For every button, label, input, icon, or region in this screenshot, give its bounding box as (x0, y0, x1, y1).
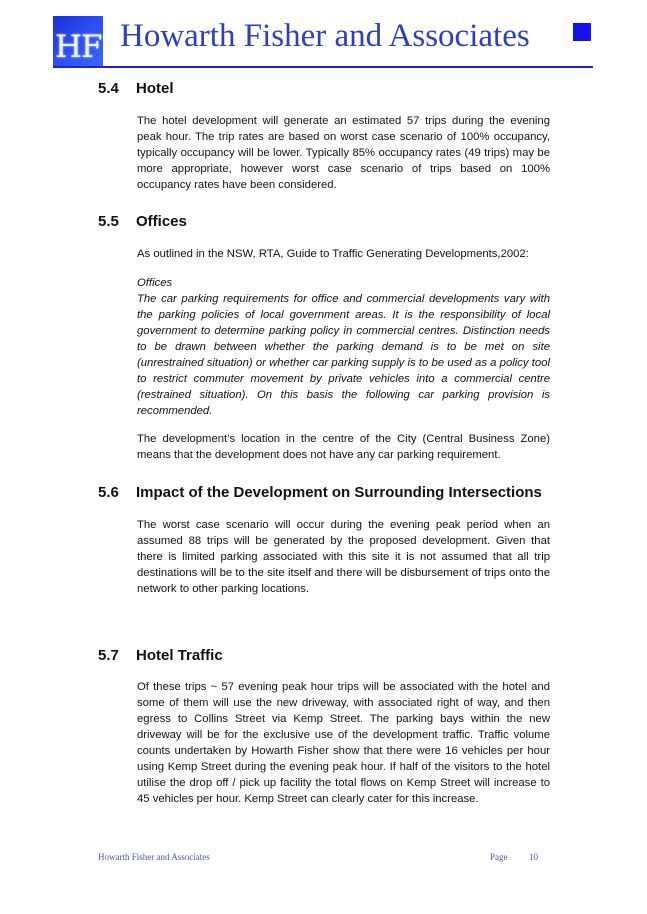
hf-logo-text: HF (55, 29, 102, 65)
section-title: Hotel Traffic (136, 647, 223, 664)
page-header (53, 16, 593, 68)
section-title: Hotel (136, 80, 174, 97)
section-number: 5.5 (98, 213, 119, 230)
quote-title: Offices (137, 277, 173, 289)
blue-square-decoration (573, 23, 591, 41)
header-divider (53, 66, 593, 68)
impact-paragraph: The worst case scenario will occur during the evening peak period when an assumed 88 trips will be generated by the proposed development. Given that there is limited parking associated with this site it is not assumed that all trip destinations will be to the site itself and there will be disbursement of trips onto the network to other parking locations. (137, 519, 550, 595)
offices-intro: As outlined in the NSW, RTA, Guide to Traffic Generating Developments,2002: (137, 248, 529, 260)
hotel-paragraph: The hotel development will generate an estimated 57 trips during the evening peak hour. The trip rates are based on worst case scenario of 100% occupancy, typically occupancy will be lower. Typically 85% occupancy rates (49 trips) may be more appropriate, however worst case scenario of trips based on 100% occupancy rates have been considered. (137, 115, 550, 191)
section-number: 5.6 (98, 484, 119, 501)
footer-page-number: 10 (529, 852, 538, 862)
hotel-traffic-paragraph: Of these trips ~ 57 evening peak hour trips will be associated with the hotel and some of them will use the new driveway, with associated right of way, and then egress to Collins Street via Kemp Street. The parking bays within the new driveway will be for the exclusive use of the development traffic. Traffic volume counts undertaken by Howarth Fisher show that there were 16 vehicles per hour using Kemp Street during the evening peak hour. If half of the visitors to the hotel utilise the drop off / pick up facility the total flows on Kemp Street will increase to 45 vehicles per hour. Kemp Street can clearly cater for this increase. (137, 681, 550, 805)
section-number: 5.7 (98, 647, 119, 664)
section-heading-5-7 (98, 647, 223, 664)
footer-company: Howarth Fisher and Associates (98, 852, 210, 862)
section-heading-5-6 (98, 484, 542, 501)
quote-body: The car parking requirements for office and commercial developments vary with the parking policies of local government areas. It is the responsibility of local government to determine parking policy in commercial centres. Distinction needs to be drawn between whether the parking demand is to be met on site (unrestrained situation) or whether car parking supply is to be used as a policy tool to restrict commuter movement by private vehicles into a commercial centre (restrained situation). On this basis the following car parking provision is recommended. (137, 293, 550, 417)
section-heading-5-4 (98, 80, 174, 97)
section-number: 5.4 (98, 80, 119, 97)
section-title: Offices (136, 213, 187, 230)
hf-logo (53, 16, 103, 66)
footer-page-label: Page (490, 852, 508, 862)
offices-paragraph: The development’s location in the centre of the City (Central Business Zone) means that the development does not have any car parking requirement. (137, 433, 550, 461)
company-name: Howarth Fisher and Associates (120, 18, 530, 54)
section-title: Impact of the Development on Surrounding Intersections (136, 484, 542, 501)
section-heading-5-5 (98, 213, 187, 230)
